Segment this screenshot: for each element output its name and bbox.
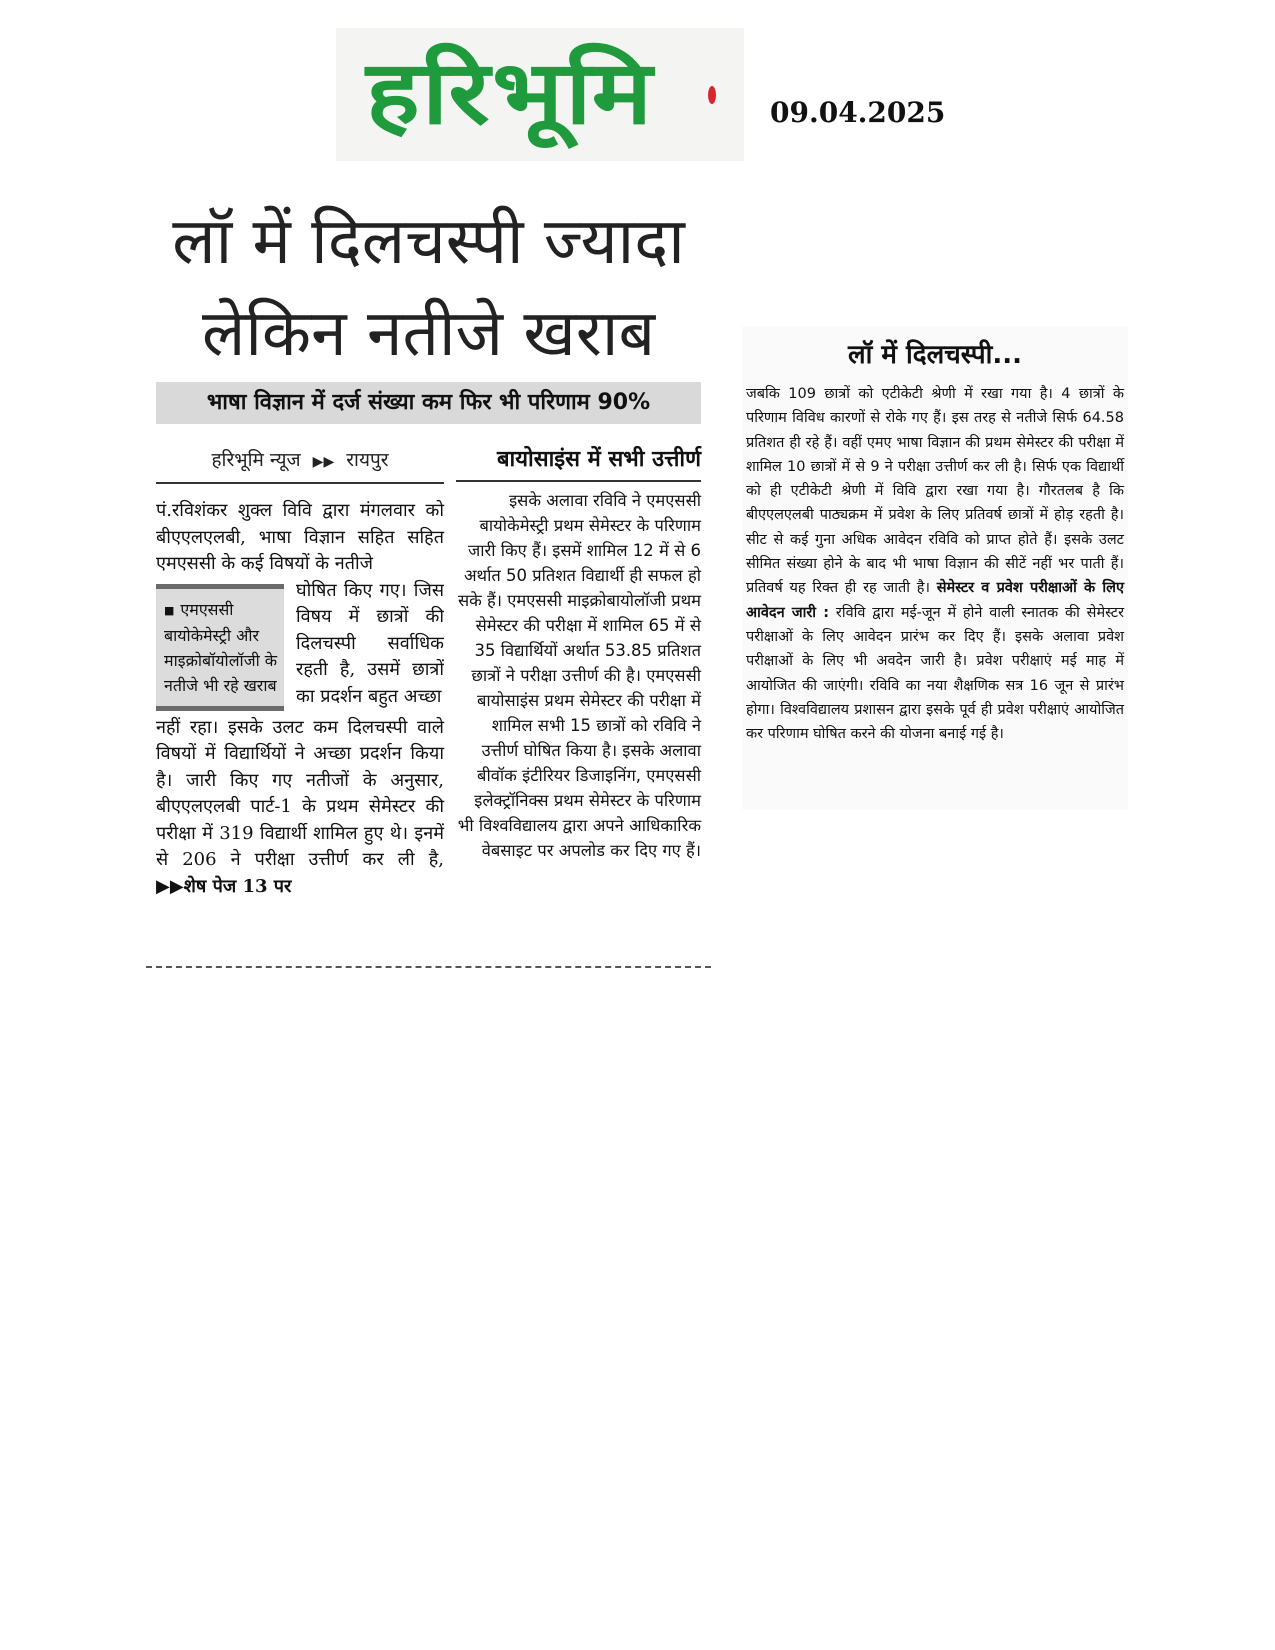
byline-source: हरिभूमि न्यूज [211, 449, 301, 471]
left-column [156, 440, 444, 960]
article-clipping [146, 196, 711, 974]
square-bullet-icon: ■ [164, 603, 175, 617]
publication-date: 09.04.2025 [770, 96, 946, 129]
newspaper-masthead [336, 28, 744, 161]
section-heading: बायोसाइंस में सभी उत्तीर्ण [456, 440, 701, 482]
continuation-title: लॉ में दिलचस्पी... [848, 340, 1022, 370]
continuation-body [746, 382, 1124, 746]
inset-wrap [156, 578, 444, 715]
headline-line-1: लॉ में दिलचस्पी ज्यादा [172, 205, 685, 279]
byline-arrow-icon: ▶▶ [312, 454, 335, 470]
jump-to-page-note: ▶▶शेष पेज 13 पर [156, 875, 292, 897]
inset-highlight-box [156, 584, 284, 711]
newspaper-logo: हरिभूमि [366, 41, 655, 144]
continuation-subheading: सेमेस्टर व प्रवेश परीक्षाओं के लिए आवेदन जारी : [746, 580, 1125, 621]
continued-paragraph [156, 715, 444, 901]
lead-paragraph: पं.रविशंकर शुक्ल विवि द्वारा मंगलवार को बीएएलएलबी, भाषा विज्ञान सहित सहित एमएससी के कई विषयों के नतीजे [156, 500, 444, 574]
byline [156, 440, 444, 484]
clipping-cut-line [146, 966, 711, 968]
continuation-text-1: जबकि 109 छात्रों को एटीकेटी श्रेणी में रखा गया है। 4 छात्रों के परिणाम विविध कारणों से रोके गए हैं। इस तरह से नतीजे सिर्फ 64.58 प्रतिशत ही रहे हैं। वहीं एमए भाषा विज्ञान की प्रथम सेमेस्टर की परीक्षा में शामिल 10 छात्रों में से 9 ने परीक्षा उत्तीर्ण कर ली है। सिर्फ एक विद्यार्थी को ही एटीकेटी श्रेणी में विवि द्वारा रखा गया है। गौरतलब है कि बीएएलएलबी पाठ्यक्रम में प्रवेश के लिए प्रतिवर्ष छात्रों में होड़ रहती है। सीट से कई गुना अधिक आवेदन रविवि को प्राप्त होते हैं। इसके उलट सीमित संख्या होने के बाद भी भाषा विज्ञान की सीटें नहीं भर पाती हैं। प्रतिवर्ष यह रिक्त ही रह जाती है। [746, 386, 1124, 597]
continuation-text-2: रविवि द्वारा मई-जून में होने वाली स्नातक की सेमेस्टर परीक्षाओं के लिए आवेदन प्रारंभ कर दिए हैं। इसके अलावा प्रवेश परीक्षाओं के लिए भी अवदेन जारी है। प्रवेश परीक्षाएं मई माह में आयोजित की जाएंगी। रविवि का नया शैक्षणिक सत्र 16 जून से प्रारंभ होगा। विश्वविद्यालय प्रशासन द्वारा इसके पूर्व ही प्रवेश परीक्षाएं आयोजित कर परिणाम घोषित करने की योजना बनाई गई है। [746, 604, 1125, 743]
logo-red-mark [708, 86, 716, 104]
inset-text: एमएससी बायोकेमेस्ट्री और माइक्रोबॉयोलॉजी के नतीजे भी रहे खराब [164, 599, 278, 695]
section-body: इसके अलावा रविवि ने एमएससी बायोकेमेस्ट्री प्रथम सेमेस्टर के परिणाम जारी किए हैं। इसमें शामिल 12 में से 6 अर्थात 50 प्रतिशत विद्यार्थी ही सफल हो सके हैं। एमएससी माइक्रोबायोलॉजी प्रथम सेमेस्टर की परीक्षा में शामिल 65 में से 35 विद्यार्थियों अर्थात 53.85 प्रतिशत छात्रों ने परीक्षा उत्तीर्ण की है। एमएससी बायोसाइंस प्रथम सेमेस्टर की परीक्षा में शामिल सभी 15 छात्रों को रविवि ने उत्तीर्ण घोषित किया है। इसके अलावा बीवॉक इंटीरियर डिजाइनिंग, एमएससी इलेक्ट्रॉनिक्स प्रथम सेमेस्टर के परिणाम भी विश्वविद्यालय द्वारा अपने आधिकारिक वेबसाइट पर अपलोड कर दिए गए हैं। [457, 491, 701, 860]
continuation-clipping [742, 326, 1128, 810]
continued-text: नहीं रहा। इसके उलट कम दिलचस्पी वाले विषयों में विद्यार्थियों ने अच्छा प्रदर्शन किया है। जारी किए गए नतीजों के अनुसार, बीएएलएलबी पार्ट-1 के प्रथम सेमेस्टर की परीक्षा में 319 विद्यार्थी शामिल हुए थे। इनमें से 206 ने परीक्षा उत्तीर्ण कर ली है, [156, 716, 444, 870]
article-headline [146, 196, 711, 380]
wrapped-paragraph: घोषित किए गए। जिस विषय में छात्रों की दिलचस्पी सर्वाधिक रहती है, उसमें छात्रों का प्रदर्शन बहुत अच्छा [296, 579, 444, 707]
byline-city: रायपुर [346, 449, 389, 471]
article-subheadline: भाषा विज्ञान में दर्ज संख्या कम फिर भी परिणाम 90% [156, 382, 701, 424]
right-column [456, 440, 701, 863]
headline-line-2: लेकिन नतीजे खराब [201, 297, 656, 371]
